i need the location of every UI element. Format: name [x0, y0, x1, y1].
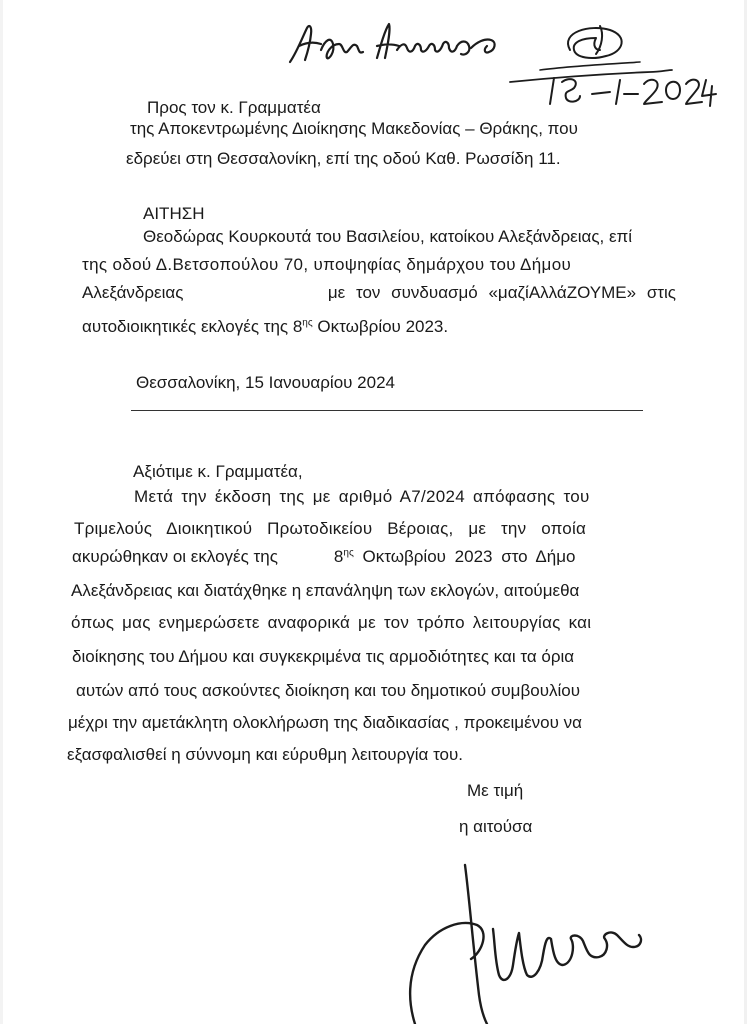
request-line-3-left: Αλεξάνδρειας	[82, 283, 184, 302]
request-line-3-right: με τον συνδυασμό «μαζίΑλλάΖΟΥΜΕ» στις	[327, 283, 676, 302]
salutation: Αξιότιμε κ. Γραμματέα,	[133, 462, 303, 481]
request-line-4-text: αυτοδιοικητικές εκλογές της 8	[82, 317, 303, 336]
recipient-line-1: Προς τον κ. Γραμματέα	[147, 98, 321, 117]
request-line-1: Θεοδώρας Κουρκουτά του Βασιλείου, κατοίκου Αλεξάνδρειας, επί	[143, 227, 633, 246]
body-line-2: Τριμελούς Διοικητικού Πρωτοδικείου Βέροιας, με την οποία	[74, 519, 586, 538]
scan-edge-left	[0, 0, 3, 1024]
body-line-4: Αλεξάνδρειας και διατάχθηκε η επανάληψη των εκλογών, αιτούμεθα	[71, 581, 580, 600]
separator-line	[131, 410, 643, 411]
request-heading: ΑΙΤΗΣΗ	[143, 204, 205, 223]
body-line-3-number: 8	[333, 547, 344, 566]
body-line-7: αυτών από τους ασκούντες διοίκηση και του δημοτικού συμβουλίου	[76, 681, 581, 700]
recipient-line-2-text: της Αποκεντρωμένης Διοίκησης Μακεδονίας – Θράκης, που	[130, 119, 578, 138]
request-line-4-ordinal: ης	[302, 317, 313, 329]
closing-line-1: Με τιμή	[467, 781, 524, 800]
request-line-4-end: Οκτωβρίου 2023.	[312, 317, 449, 336]
body-line-9: εξασφαλισθεί η σύννομη και εύρυθμη λειτουργία του.	[67, 745, 464, 764]
request-line-4	[82, 316, 448, 338]
recipient-line-3: εδρεύει στη Θεσσαλονίκη, επί της οδού Καθ. Ρωσσίδη 11.	[126, 149, 561, 168]
handwritten-signature	[395, 855, 655, 1024]
request-line-3	[82, 282, 676, 304]
body-line-3-left: ακυρώθηκαν οι εκλογές της	[72, 547, 278, 566]
closing-line-2: η αιτούσα	[459, 817, 533, 836]
body-line-6: διοίκησης του Δήμου και συγκεκριμένα τις αρμοδιότητες και τα όρια	[72, 647, 575, 666]
place-date: Θεσσαλονίκη, 15 Ιανουαρίου 2024	[136, 373, 395, 392]
body-line-3	[72, 546, 708, 568]
handwritten-header-note	[285, 14, 525, 74]
body-line-3-right: Οκτωβρίου 2023 στο Δήμο	[353, 547, 576, 566]
body-line-3-ordinal: ης	[343, 547, 354, 559]
recipient-line-2	[130, 118, 672, 140]
body-line-5: όπως μας ενημερώσετε αναφορικά με τον τρόπο λειτουργίας και	[71, 613, 592, 632]
body-line-8: μέχρι την αμετάκλητη ολοκλήρωση της διαδικασίας , προκειμένου να	[68, 713, 582, 732]
handwritten-date	[540, 70, 720, 110]
request-line-2: της οδού Δ.Βετσοπούλου 70, υποψηφίας δημάρχου του Δήμου	[82, 255, 572, 274]
body-line-1: Μετά την έκδοση της με αριθμό Α7/2024 απόφασης του	[134, 487, 590, 506]
